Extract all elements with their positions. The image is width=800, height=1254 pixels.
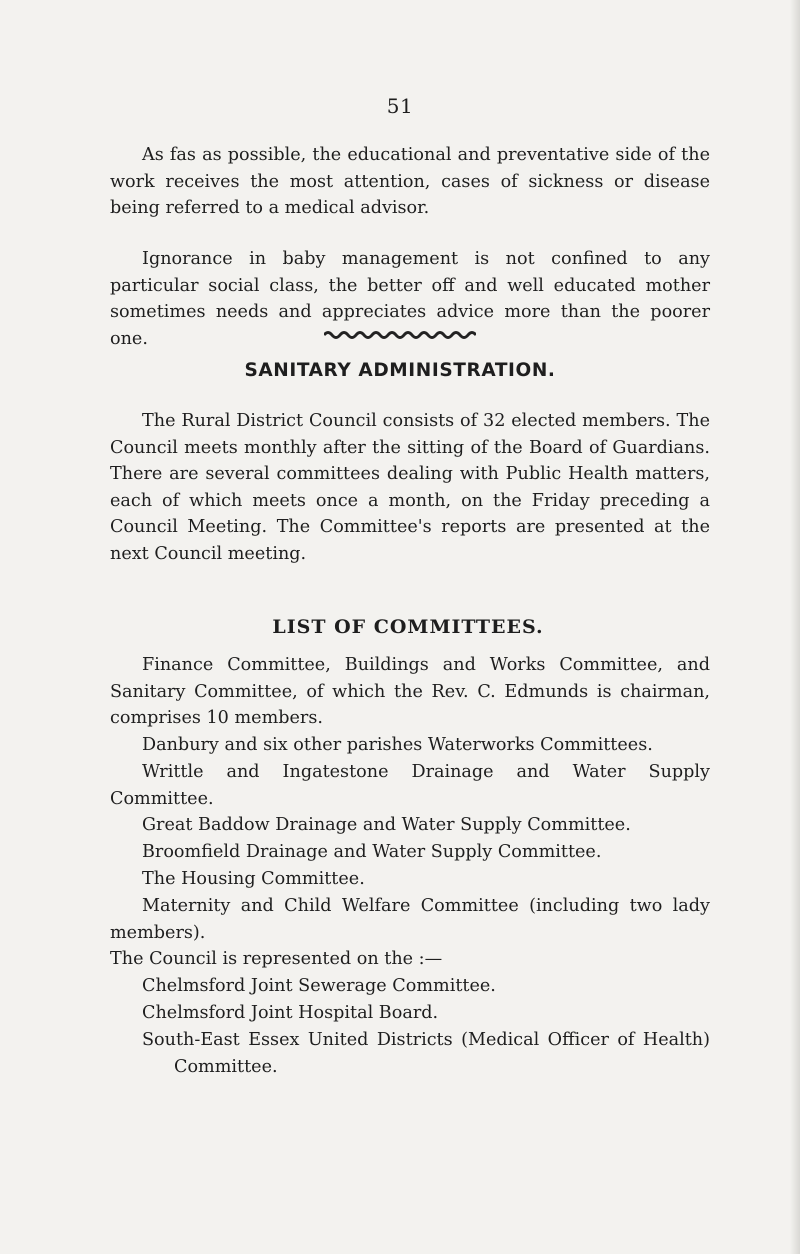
committee-item: Writtle and Ingatestone Drainage and Water Supply Committee.	[110, 762, 710, 809]
represented-item: South-East Essex United Districts (Medical Officer of Health) Committee.	[142, 1030, 710, 1077]
represented-intro: The Council is represented on the :—	[110, 949, 443, 969]
represented-item: Chelmsford Joint Sewerage Committee.	[142, 976, 496, 996]
list-of-committees-heading: LIST OF COMMITTEES.	[272, 616, 544, 638]
committee-item: Broomfield Drainage and Water Supply Committee.	[142, 842, 602, 862]
sanitary-administration-heading: SANITARY ADMINISTRATION.	[244, 360, 556, 381]
sanitary-paragraph: The Rural District Council consists of 32 elected members. The Council meets monthly after the sitting of the Board of Guardians. There are several committees dealing with Public Health matters, each of which meets once a month, on the Friday preceding a Council Meeting. The Committee's reports are presented at the next Council meeting.	[110, 411, 710, 564]
committee-item: Maternity and Child Welfare Committee (including two lady members).	[110, 896, 710, 943]
intro-paragraph-1: As fas as possible, the educational and preventative side of the work receives the most attention, cases of sickness or disease being referred to a medical advisor.	[110, 145, 710, 218]
committee-item: Finance Committee, Buildings and Works Committee, and Sanitary Committee, of which the Rev. C. Edmunds is chairman, comprises 10 members.	[110, 655, 710, 728]
intro-paragraph-2: Ignorance in baby management is not confined to any particular social class, the better off and well educated mother sometimes needs and appreciates advice more than the poorer one.	[110, 249, 710, 349]
page-number: 51	[386, 94, 414, 118]
wavy-divider-ornament	[324, 327, 476, 339]
committee-item: The Housing Committee.	[142, 869, 365, 889]
represented-item: Chelmsford Joint Hospital Board.	[142, 1003, 439, 1023]
page-edge-shadow	[790, 0, 800, 1254]
committee-item: Danbury and six other parishes Waterworks Committees.	[142, 735, 653, 755]
committee-item: Great Baddow Drainage and Water Supply Committee.	[142, 815, 631, 835]
